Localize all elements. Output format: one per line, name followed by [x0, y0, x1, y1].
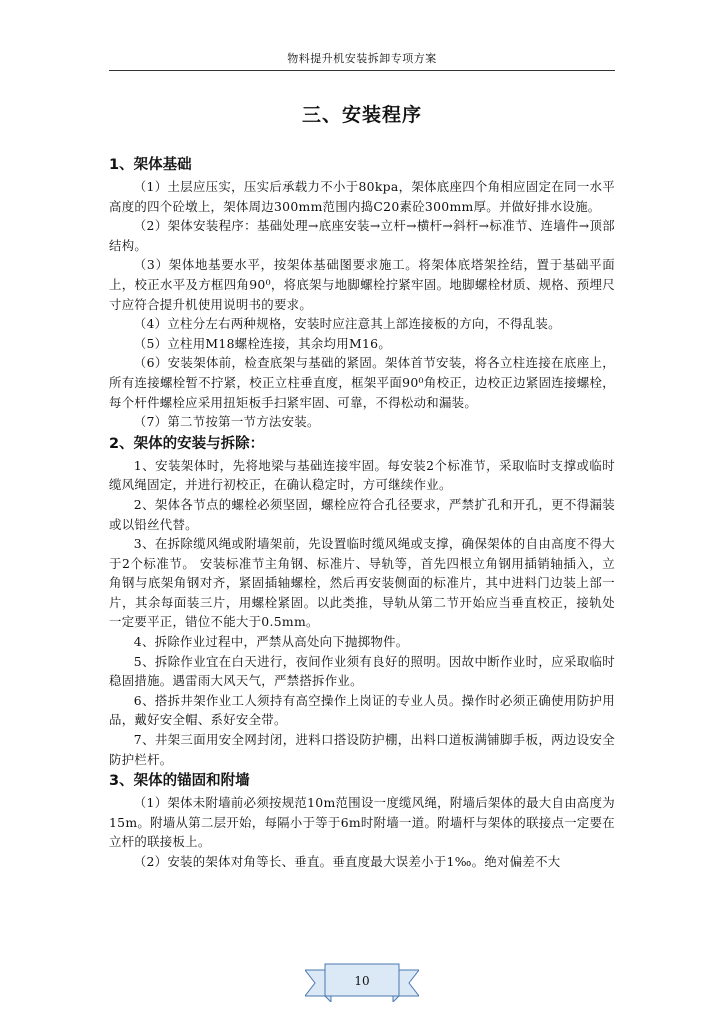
paragraph: 3、在拆除缆风绳或附墙架前，先设置临时缆风绳或支撑，确保架体的自由高度不得大于2个标准节。 安装标准节主角钢、标准片、导轨等，首先四根立角钢用插销轴插入，立角钢与底架角钢对齐，紧固插轴螺栓，然后再安装侧面的标准片，其中进料门边装上部一片，其余每面装三片，用螺栓紧固。以此类推，导轨从第二节开始应当垂直校正，接轨处一定要平正，错位不能大于0.5mm。 — [109, 536, 615, 630]
section-install-removal — [109, 432, 615, 770]
paragraph: 5、拆除作业宜在白天进行，夜间作业须有良好的照明。因故中断作业时，应采取临时稳固措施。遇雷雨大风天气，严禁搭拆作业。 — [109, 653, 615, 689]
paragraph: （1）架体未附墙前必须按规范10m范围设一度缆风绳，附墙后架体的最大自由高度为15m。附墙从第二层开始，每隔小于等于6m时附墙一道。附墙杆与架体的联接点一定要在立杆的联接板上。 — [109, 795, 615, 850]
section-heading: 2、架体的安装与拆除： — [109, 435, 265, 452]
paragraph: （7）第二节按第一节方法安装。 — [133, 414, 320, 430]
page-number: 10 — [354, 974, 370, 988]
section-heading: 3、架体的锚固和附墙 — [109, 773, 250, 790]
paragraph: 7、井架三面用安全网封闭，进料口搭设防护棚，出料口道板满铺脚手板，两边设安全防护栏杆。 — [109, 732, 615, 767]
paragraph: （1）土层应压实，压实后承载力不小于80kpa，架体底座四个角相应固定在同一水平高度的四个砼墩上，架体周边300mm范围内捣C20素砼300mm厚。并做好排水设施。 — [109, 179, 615, 214]
section-heading: 1、架体基础 — [109, 157, 192, 173]
paragraph: 4、拆除作业过程中，严禁从高处向下抛掷物件。 — [133, 634, 409, 650]
page-number-ribbon — [305, 962, 419, 1002]
section-anchoring — [109, 769, 615, 871]
paragraph: （4）立柱分左右两种规格，安装时应注意其上部连接板的方向，不得乱装。 — [133, 316, 561, 332]
document-body — [109, 100, 615, 872]
paragraph: 6、搭拆井架作业工人须持有高空操作上岗证的专业人员。操作时必须正确使用防护用品，戴好安全帽、系好安全带。 — [109, 692, 615, 728]
section-foundation — [109, 153, 615, 432]
paragraph: （2）架体安装程序：基础处理→底座安装→立杆→横杆→斜杆→标准节、连墙件→顶部结构。 — [109, 218, 615, 253]
header-title: 物料提升机安装拆卸专项方案 — [287, 52, 437, 65]
paragraph: 2、架体各节点的螺栓必须坚固，螺栓应符合孔径要求，严禁扩孔和开孔，更不得漏装或以铅丝代替。 — [109, 496, 615, 532]
page-header — [109, 50, 615, 71]
paragraph: 1、安装架体时，先将地梁与基础连接牢固。每安装2个标准节，采取临时支撑或临时缆风绳固定，并进行初校正，在确认稳定时，方可继续作业。 — [109, 457, 615, 493]
paragraph: （3）架体地基要水平，按架体基础图要求施工。将架体底塔架拴结，置于基础平面上，校正水平及方框四角90⁰，将底架与地脚螺栓拧紧牢固。地脚螺栓材质、规格、预埋尺寸应符合提升机使用说明书的要求。 — [109, 257, 615, 312]
paragraph: （2）安装的架体对角等长、垂直。垂直度最大误差小于1‰。绝对偏差不大 — [133, 854, 561, 869]
paragraph: （5）立柱用M18螺栓连接，其余均用M16。 — [133, 335, 392, 351]
paragraph: （6）安装架体前，检查底架与基础的紧固。架体首节安装，将各立柱连接在底座上，所有连接螺栓暂不拧紧，校正立柱垂直度，框架平面90⁰角校正，边校正边紧固连接螺栓，每个杆件螺栓应采用扭矩板手扫紧牢固、可靠，不得松动和漏装。 — [109, 355, 615, 410]
page-title: 三、安装程序 — [301, 104, 422, 126]
